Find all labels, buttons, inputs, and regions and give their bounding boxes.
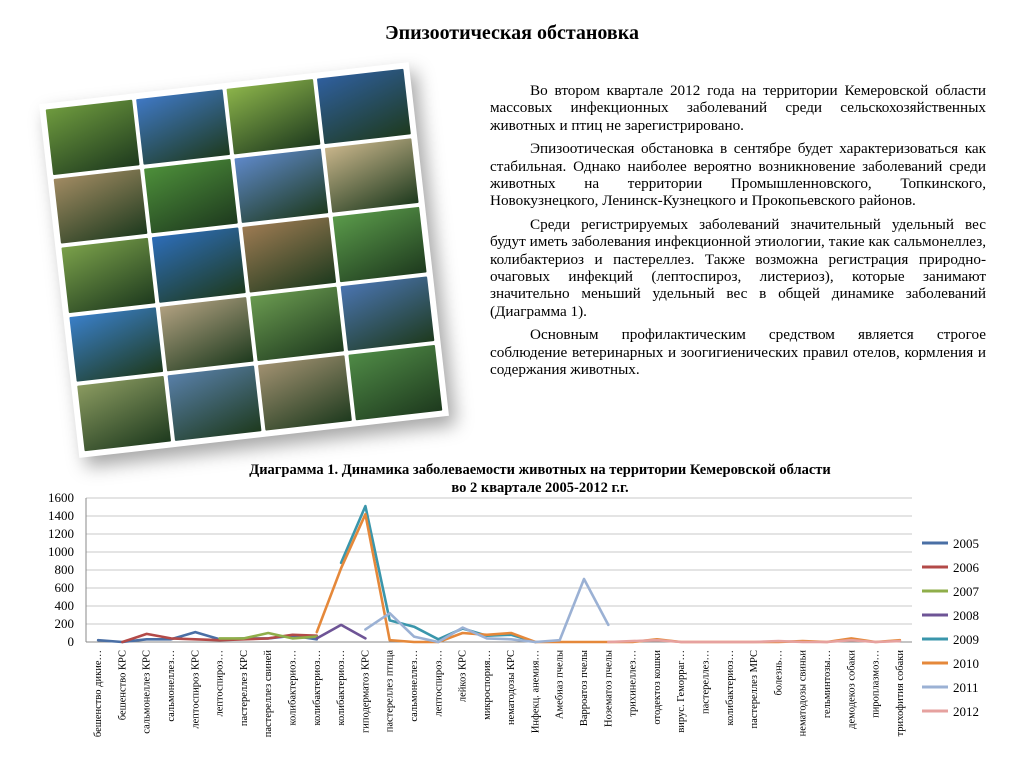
y-tick-label: 1600 — [48, 490, 74, 505]
x-tick-label: вирус. Геморраг… — [676, 650, 688, 733]
legend-label: 2009 — [953, 632, 979, 647]
photo-tile — [348, 345, 442, 420]
photo-tile — [227, 79, 321, 154]
chart-title-line: во 2 квартале 2005-2012 г.г. — [451, 480, 629, 496]
photo-tile — [317, 69, 411, 144]
x-tick-label: пастереллез МРС — [749, 650, 761, 729]
legend-label: 2006 — [953, 560, 979, 575]
photo-tile — [69, 307, 163, 382]
x-tick-label: гиподерматоз КРС — [360, 650, 372, 733]
x-tick-label: трихинеллез… — [627, 650, 639, 717]
y-tick-label: 1200 — [48, 526, 74, 541]
x-tick-label: колибактериоз… — [311, 650, 323, 726]
x-tick-label: лептоспироз… — [214, 650, 226, 717]
x-tick-label: нематодозы свиньи — [797, 650, 809, 737]
legend-label: 2007 — [953, 584, 979, 599]
x-tick-label: Инфекц. анемия… — [530, 650, 542, 734]
x-tick-label: отодектоз кошки — [651, 650, 663, 725]
paragraph: Основным профилактическим средством является строгое соблюдение ветеринарных и зоогигиенических правил отелов, кормления и содержания животных. — [490, 326, 986, 379]
x-tick-label: бешенство КРС — [117, 650, 129, 721]
x-tick-label: пастереллез свиней — [263, 650, 275, 738]
x-tick-label: колибактериоз… — [724, 650, 736, 726]
paragraph: Среди регистрируемых заболеваний значительный удельный вес будут иметь заболевания инфекционной этиологии, такие как сальмонеллез, колибактериоз и пастереллез. Также возможна регистрация природно-очаговых инфекций (лептоспироз, листериоз), которые занимают значительно меньший удельный вес в общей динамике заболеваний (Диаграмма 1). — [490, 215, 986, 320]
photo-tile — [234, 148, 328, 223]
x-tick-label: сальмонеллез… — [166, 650, 178, 722]
y-tick-label: 800 — [54, 562, 74, 577]
x-tick-label: Нозематоз пчелы — [603, 650, 615, 727]
photo-tile — [160, 297, 254, 372]
y-tick-label: 0 — [67, 634, 74, 649]
x-tick-label: трихофития собаки — [894, 650, 906, 737]
x-tick-label: лейкоз КРС — [457, 650, 469, 703]
photo-tile — [250, 286, 344, 361]
x-tick-label: колибактериоз… — [336, 650, 348, 726]
x-tick-label: колибактериоз… — [287, 650, 299, 726]
text-block — [490, 82, 986, 385]
legend-label: 2005 — [953, 536, 979, 551]
legend-label: 2011 — [953, 680, 979, 695]
photo-tile — [341, 276, 435, 351]
animal-photo-collage — [39, 62, 449, 458]
photo-tile — [77, 376, 171, 451]
legend-label: 2008 — [953, 608, 979, 623]
x-tick-label: нематодозы КРС — [506, 650, 518, 726]
x-tick-label: бешенство дикие… — [93, 650, 105, 738]
x-tick-label: пастереллез птица — [384, 650, 396, 733]
x-tick-label: сальмонеллез КРС — [141, 650, 153, 734]
page-title: Эпизоотическая обстановка — [385, 22, 639, 44]
x-tick-label: пироплазмоз… — [870, 650, 882, 718]
legend-label: 2012 — [953, 704, 979, 719]
x-tick-label: Варроатоз пчелы — [579, 650, 591, 727]
photo-tile — [152, 228, 246, 303]
photo-tile — [54, 169, 148, 244]
photo-tile — [136, 89, 230, 164]
paragraph: Во втором квартале 2012 года на территории Кемеровской области массовых инфекционных заболеваний среди сельскохозяйственных животных и птиц не зарегистрировано. — [490, 82, 986, 134]
photo-tile — [242, 217, 336, 292]
chart-title-line: Диаграмма 1. Динамика заболеваемости животных на территории Кемеровской области — [249, 462, 831, 478]
series-line-2008 — [317, 625, 366, 639]
x-tick-label: гельминтозы… — [821, 650, 833, 719]
x-tick-label: пастереллез… — [700, 650, 712, 715]
x-tick-label: сальмонеллез… — [408, 650, 420, 722]
y-tick-label: 1000 — [48, 544, 74, 559]
paragraph: Эпизоотическая обстановка в сентябре будет характеризоваться как стабильная. Однако наиболее вероятно возникновение заболеваний среди животных на территории Промышленновского, Топкинского, Новокузнецкого, Ленинск-Кузнецкого и Прокопьевского районов. — [490, 140, 986, 210]
photo-tile — [325, 138, 419, 213]
x-tick-label: лептоспироз… — [433, 650, 445, 717]
y-tick-label: 400 — [54, 598, 74, 613]
x-tick-label: Амебиаз пчелы — [554, 650, 566, 720]
line-chart — [0, 490, 1024, 768]
legend-label: 2010 — [953, 656, 979, 671]
x-tick-label: демодекоз собаки — [846, 650, 858, 729]
x-tick-label: микроспория… — [481, 650, 493, 720]
photo-tile — [258, 356, 352, 431]
photo-tile — [61, 238, 155, 313]
series-line-2009 — [341, 506, 535, 642]
photo-tile — [333, 207, 427, 282]
y-tick-label: 200 — [54, 616, 74, 631]
x-tick-label: болезнь… — [773, 650, 785, 696]
photo-tile — [46, 100, 140, 175]
photo-tile — [144, 158, 238, 233]
x-tick-label: лептоспироз КРС — [190, 650, 202, 729]
photo-tile — [168, 366, 262, 441]
y-tick-label: 1400 — [48, 508, 74, 523]
y-tick-label: 600 — [54, 580, 74, 595]
x-tick-label: пастереллез КРС — [238, 650, 250, 727]
